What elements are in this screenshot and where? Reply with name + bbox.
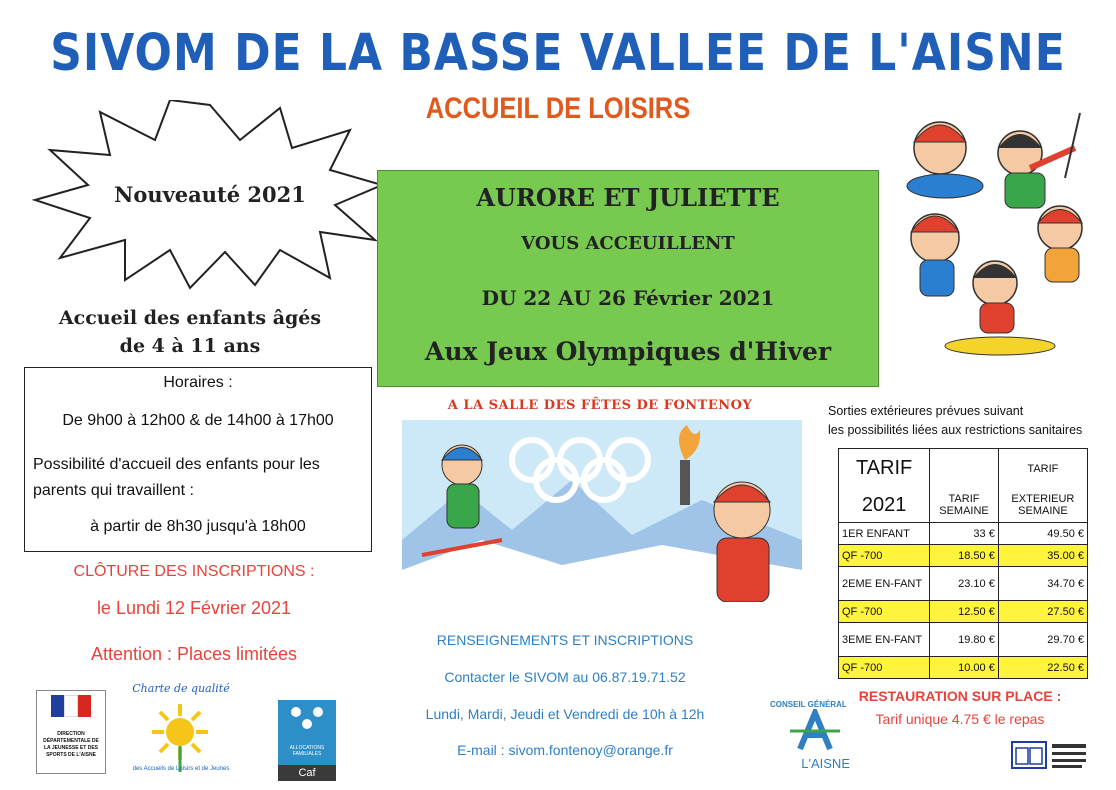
charte-sub: des Accueils de Loisirs et de Jeunes	[132, 766, 230, 772]
event-box	[377, 170, 879, 387]
info-heading: RENSEIGNEMENTS ET INSCRIPTIONS	[436, 632, 694, 648]
restauration-heading: RESTAURATION SUR PLACE :	[858, 688, 1062, 704]
tarif-row-semaine: 12.50 €	[930, 601, 999, 623]
french-flag-icon	[51, 695, 91, 717]
hours-time: De 9h00 à 12h00 & de 14h00 à 17h00	[62, 412, 334, 429]
winter-kids-illustration	[890, 108, 1100, 368]
info-email[interactable]: E-mail : sivom.fontenoy@orange.fr	[457, 742, 673, 758]
tarif-header: TARIF	[839, 449, 930, 489]
cg-top: CONSEIL GÉNÉRAL	[770, 700, 847, 709]
sorties-line1: Sorties extérieures prévues suivant	[828, 404, 1024, 418]
age-line2: de 4 à 11 ans	[119, 335, 261, 357]
kid-ski	[998, 113, 1080, 208]
hours-extra-line1: Possibilité d'accueil des enfants pour les	[33, 456, 320, 473]
ddjs-logo	[36, 690, 106, 774]
info-contact: Contacter le SIVOM au 06.87.19.71.52	[444, 669, 686, 685]
tarif-row-exterieur: 34.70 €	[998, 567, 1087, 601]
aisne-a-icon	[770, 709, 850, 751]
kid-snowboard	[945, 261, 1055, 355]
olympic-illustration	[402, 420, 802, 602]
small-logos	[1010, 740, 1090, 770]
closure-date: le Lundi 12 Février 2021	[96, 598, 292, 618]
event-line3: DU 22 AU 26 Février 2021	[481, 286, 775, 310]
tarif-ext-top: TARIF	[998, 449, 1087, 489]
tarif-row-qf	[839, 657, 1088, 679]
info-days: Lundi, Mardi, Jeudi et Vendredi de 10h à 12h	[425, 706, 705, 722]
tarif-row-qf	[839, 545, 1088, 567]
charte-text: Charte de qualité	[132, 682, 230, 695]
caf-sub: Caf	[278, 765, 336, 781]
tarif-semaine-header: TARIF SEMAINE	[930, 489, 999, 523]
caf-logo	[278, 700, 336, 778]
tarif-header-empty	[930, 449, 999, 489]
tarif-row-semaine: 19.80 €	[930, 623, 999, 657]
aisne-text: L'AISNE	[801, 756, 850, 771]
tarif-row	[839, 567, 1088, 601]
tarif-row-label: 2EME EN-FANT	[839, 567, 930, 601]
sorties-note	[828, 402, 1098, 440]
hours-box	[24, 367, 372, 552]
venue-label: A LA SALLE DES FÊTES DE FONTENOY	[447, 398, 753, 413]
main-title: SIVOM DE LA BASSE VALLEE DE L'AISNE	[50, 24, 1066, 83]
tarif-row	[839, 523, 1088, 545]
age-line1: Accueil des enfants âgés	[58, 307, 322, 329]
tarif-exterieur-header: EXTERIEUR SEMAINE	[998, 489, 1087, 523]
book-icon	[1010, 740, 1090, 770]
kid-hockey	[1038, 206, 1082, 282]
ddjs-text: DIRECTION DÉPARTEMENTALE DE LA JEUNESSE ET DES SPORTS DE L'AISNE	[43, 731, 99, 758]
event-line4: Aux Jeux Olympiques d'Hiver	[424, 337, 832, 366]
tarif-year: 2021	[839, 489, 930, 523]
tarif-row-semaine: 10.00 €	[930, 657, 999, 679]
tarif-row-exterieur: 49.50 €	[998, 523, 1087, 545]
tarif-row-semaine: 18.50 €	[930, 545, 999, 567]
tarif-row-label: QF -700	[839, 601, 930, 623]
tarif-row	[839, 623, 1088, 657]
tarif-header-row2	[839, 489, 1088, 523]
event-line2: VOUS ACCEUILLENT	[521, 233, 735, 254]
sorties-line2: les possibilités liées aux restrictions sanitaires	[828, 423, 1083, 437]
badge-text: Nouveauté 2021	[114, 182, 306, 207]
closure-heading: CLÔTURE DES INSCRIPTIONS :	[73, 563, 315, 580]
tarif-table	[838, 448, 1088, 679]
hours-heading: Horaires :	[163, 374, 233, 391]
kid-sled	[907, 122, 983, 198]
hours-extra-time: à partir de 8h30 jusqu'à 18h00	[90, 518, 306, 535]
tarif-row-qf	[839, 601, 1088, 623]
tarif-row-exterieur: 27.50 €	[998, 601, 1087, 623]
tarif-row-exterieur: 35.00 €	[998, 545, 1087, 567]
subtitle: ACCUEIL DE LOISIRS	[425, 92, 691, 125]
conseil-general-logo	[770, 700, 850, 775]
tarif-row-semaine: 33 €	[930, 523, 999, 545]
closure-warning: Attention : Places limitées	[90, 644, 298, 664]
hours-extra-line2: parents qui travaillent :	[33, 482, 194, 499]
tarif-row-exterieur: 22.50 €	[998, 657, 1087, 679]
age-info	[20, 304, 360, 360]
caf-figures-icon	[278, 700, 336, 740]
tarif-row-label: 1ER ENFANT	[839, 523, 930, 545]
event-line1: AURORE ET JULIETTE	[476, 183, 780, 212]
tarif-row-semaine: 23.10 €	[930, 567, 999, 601]
tarif-header-row	[839, 449, 1088, 489]
kid-skate	[911, 214, 959, 296]
tarif-row-exterieur: 29.70 €	[998, 623, 1087, 657]
tarif-row-label: QF -700	[839, 545, 930, 567]
tarif-row-label: 3EME EN-FANT	[839, 623, 930, 657]
caf-text: ALLOCATIONS FAMILIALES	[289, 745, 325, 757]
tarif-row-label: QF -700	[839, 657, 930, 679]
restauration-price: Tarif unique 4.75 € le repas	[875, 711, 1045, 727]
